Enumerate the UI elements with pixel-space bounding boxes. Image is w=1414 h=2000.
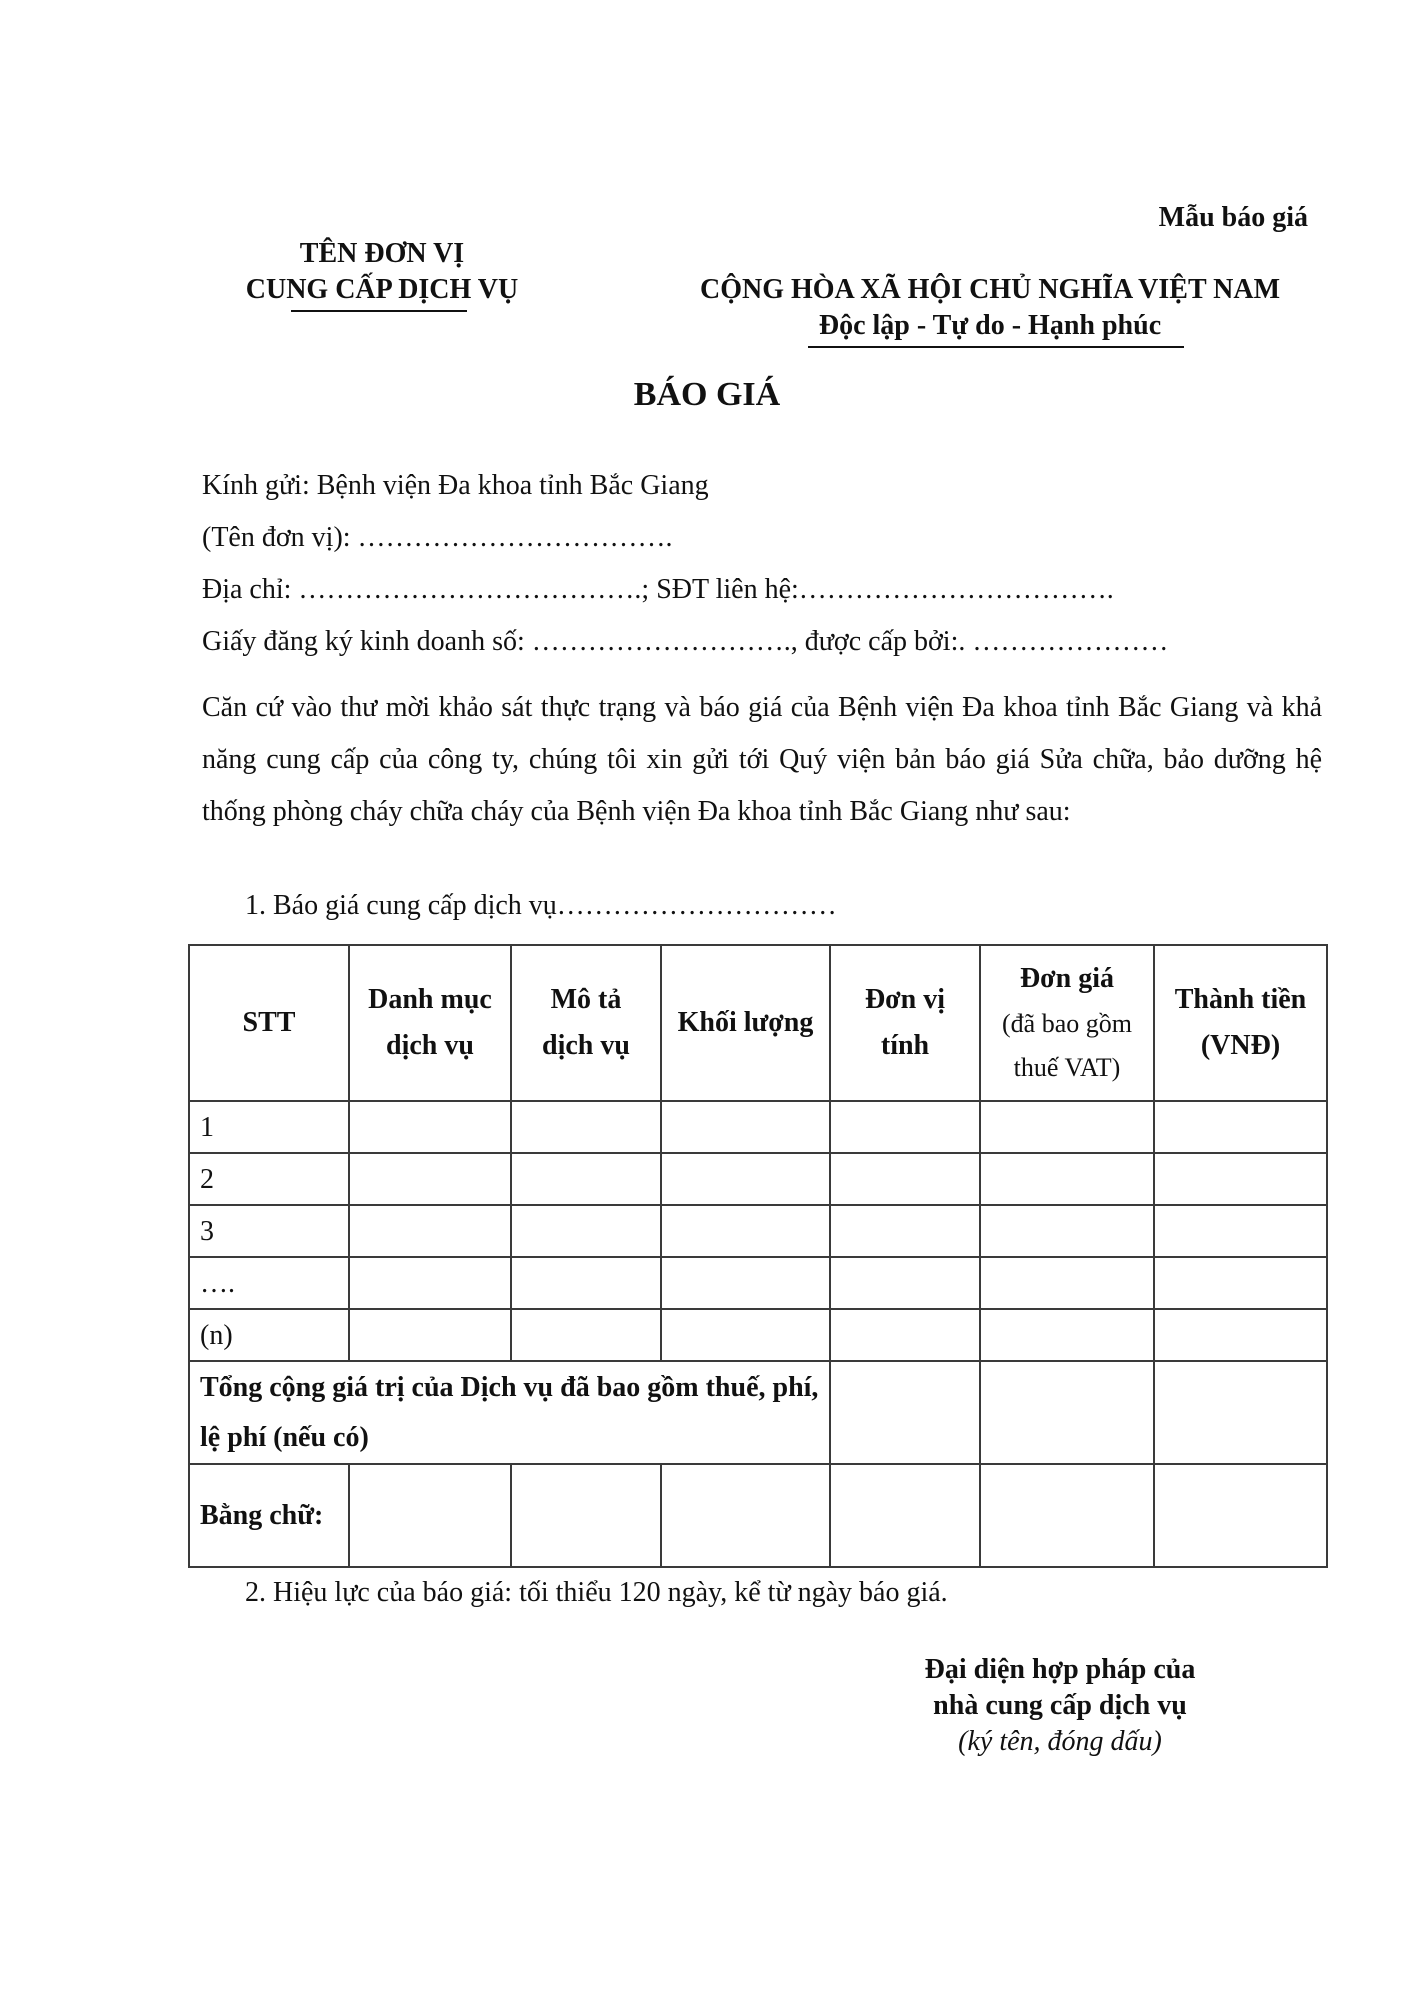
cell[interactable] <box>661 1309 830 1361</box>
cell[interactable] <box>349 1464 511 1567</box>
table-row <box>189 1205 1327 1257</box>
cell[interactable] <box>661 1101 830 1153</box>
document-title: BÁO GIÁ <box>633 376 781 413</box>
org-name-line1: TÊN ĐƠN VỊ <box>299 238 465 269</box>
header-unit: Đơn vị tính <box>830 945 980 1101</box>
cell[interactable] <box>1154 1257 1327 1309</box>
recipient-line: Kính gửi: Bệnh viện Đa khoa tỉnh Bắc Giang <box>202 470 709 501</box>
section-2-validity: 2. Hiệu lực của báo giá: tối thiểu 120 ngày, kể từ ngày báo giá. <box>245 1577 948 1608</box>
cell[interactable] <box>511 1464 661 1567</box>
cell[interactable] <box>980 1205 1154 1257</box>
signer-title-line1: Đại diện hợp pháp của <box>924 1654 1196 1685</box>
row-stt: …. <box>189 1257 349 1309</box>
total-label: Tổng cộng giá trị của Dịch vụ đã bao gồm thuế, phí, lệ phí (nếu có) <box>189 1361 830 1464</box>
cell[interactable] <box>1154 1205 1327 1257</box>
header-amount: Thành tiền (VNĐ) <box>1154 945 1327 1101</box>
cell[interactable] <box>1154 1153 1327 1205</box>
signer-note: (ký tên, đóng dấu) <box>958 1726 1162 1757</box>
row-stt: 1 <box>189 1101 349 1153</box>
cell[interactable] <box>980 1153 1154 1205</box>
header-quantity: Khối lượng <box>661 945 830 1101</box>
section-1-heading: 1. Báo giá cung cấp dịch vụ………………………… <box>245 890 837 921</box>
signature-block <box>860 1652 1260 1760</box>
header-service-description: Mô tả dịch vụ <box>511 945 661 1101</box>
table-header-row <box>189 945 1327 1101</box>
header-stt: STT <box>189 945 349 1101</box>
cell[interactable] <box>980 1361 1154 1464</box>
business-registration-field: Giấy đăng ký kinh doanh số: ………………………., được cấp bởi:. ………………… <box>202 626 1169 657</box>
header-unit-price: Đơn giá (đã bao gồm thuế VAT) <box>980 945 1154 1101</box>
cell[interactable] <box>830 1361 980 1464</box>
motto-underline-divider <box>808 346 1184 348</box>
header-service-category: Danh mục dịch vụ <box>349 945 511 1101</box>
table-row <box>189 1309 1327 1361</box>
cell[interactable] <box>511 1101 661 1153</box>
nation-motto: Độc lập - Tự do - Hạnh phúc <box>818 310 1162 341</box>
organization-header <box>222 236 542 308</box>
cell[interactable] <box>830 1153 980 1205</box>
table-row <box>189 1101 1327 1153</box>
intro-paragraph: Căn cứ vào thư mời khảo sát thực trạng và báo giá của Bệnh viện Đa khoa tỉnh Bắc Giang và khả năng cung cấp của công ty, chúng tôi xin gửi tới Quý viện bản báo giá Sửa chữa, bảo dưỡng hệ thống phòng cháy chữa cháy của Bệnh viện Đa khoa tỉnh Bắc Giang như sau: <box>202 692 1322 827</box>
table-row <box>189 1153 1327 1205</box>
cell[interactable] <box>1154 1464 1327 1567</box>
org-underline-divider <box>291 310 467 312</box>
form-template-label: Mẫu báo giá <box>1158 202 1308 233</box>
cell[interactable] <box>830 1464 980 1567</box>
cell[interactable] <box>980 1309 1154 1361</box>
unit-name-field: (Tên đơn vị): ……………………………. <box>202 522 673 553</box>
amount-in-words-row <box>189 1464 1327 1567</box>
cell[interactable] <box>511 1257 661 1309</box>
nation-name: CỘNG HÒA XÃ HỘI CHỦ NGHĨA VIỆT NAM <box>699 274 1281 305</box>
cell[interactable] <box>511 1309 661 1361</box>
national-header <box>660 272 1320 344</box>
total-amount-cell[interactable] <box>1154 1361 1327 1464</box>
cell[interactable] <box>830 1257 980 1309</box>
total-row <box>189 1361 1327 1464</box>
org-name-line2: CUNG CẤP DỊCH VỤ <box>245 274 519 305</box>
words-label: Bằng chữ: <box>189 1464 349 1567</box>
cell[interactable] <box>661 1153 830 1205</box>
cell[interactable] <box>511 1205 661 1257</box>
cell[interactable] <box>349 1101 511 1153</box>
cell[interactable] <box>1154 1101 1327 1153</box>
cell[interactable] <box>980 1101 1154 1153</box>
row-stt: 2 <box>189 1153 349 1205</box>
cell[interactable] <box>661 1464 830 1567</box>
signer-title-line2: nhà cung cấp dịch vụ <box>933 1690 1187 1721</box>
cell[interactable] <box>830 1205 980 1257</box>
row-stt: 3 <box>189 1205 349 1257</box>
cell[interactable] <box>511 1153 661 1205</box>
cell[interactable] <box>349 1153 511 1205</box>
cell[interactable] <box>661 1257 830 1309</box>
cell[interactable] <box>980 1464 1154 1567</box>
cell[interactable] <box>830 1101 980 1153</box>
cell[interactable] <box>1154 1309 1327 1361</box>
address-phone-field: Địa chỉ: ……………………………….; SĐT liên hệ:……………………………. <box>202 574 1114 605</box>
cell[interactable] <box>349 1205 511 1257</box>
row-stt: (n) <box>189 1309 349 1361</box>
cell[interactable] <box>349 1257 511 1309</box>
cell[interactable] <box>661 1205 830 1257</box>
cell[interactable] <box>830 1309 980 1361</box>
table-row <box>189 1257 1327 1309</box>
cell[interactable] <box>980 1257 1154 1309</box>
quotation-table <box>188 944 1328 1568</box>
cell[interactable] <box>349 1309 511 1361</box>
